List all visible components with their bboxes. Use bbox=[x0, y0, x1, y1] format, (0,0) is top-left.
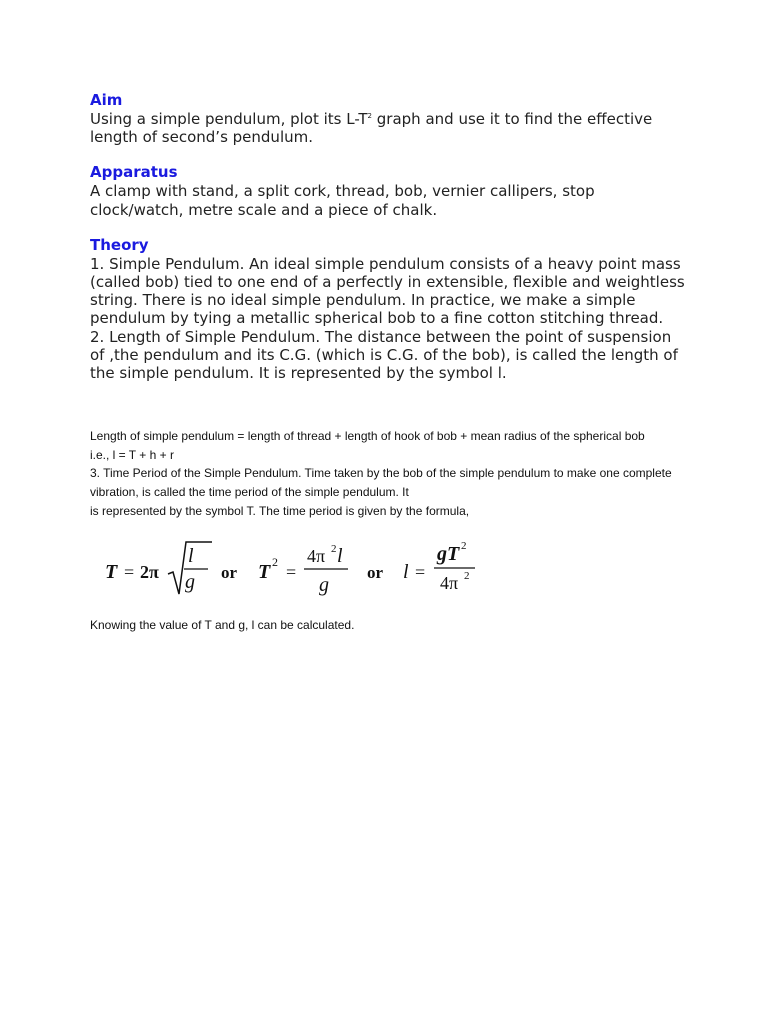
formula-eq1: = bbox=[124, 562, 135, 583]
formula-T1: T bbox=[105, 561, 118, 584]
formula-4pi: 4π bbox=[307, 546, 326, 567]
aim-heading: Aim bbox=[90, 91, 123, 109]
formula-l1: l bbox=[188, 545, 194, 568]
formula-l3: l bbox=[403, 561, 409, 584]
formula-sup-2b: 2 bbox=[331, 543, 337, 556]
time-period-definition: 3. Time Period of the Simple Pendulum. Time taken by the bob of the simple pendulum to make one complete vibration, is called the time period of the simple pendulum. It bbox=[90, 466, 672, 500]
conclusion-text: Knowing the value of T and g, l can be calculated. bbox=[90, 618, 355, 633]
formula-or2: or bbox=[367, 563, 384, 583]
length-equation: i.e., l = T + h + r bbox=[90, 447, 174, 462]
formula-sup-2a: 2 bbox=[272, 555, 278, 570]
formula-sup-2c: 2 bbox=[461, 540, 467, 553]
apparatus-section bbox=[90, 163, 690, 218]
formula-sup-2d: 2 bbox=[464, 570, 470, 583]
theory-heading: Theory bbox=[90, 235, 149, 254]
formula-T2: T bbox=[258, 561, 271, 584]
aim-section bbox=[90, 91, 690, 146]
formula-g1: g bbox=[185, 571, 195, 594]
aim-text: Using a simple pendulum, plot its $L-T^2$ graph and use it to find the effective length of second’s pendulum. bbox=[90, 110, 653, 147]
theory-paragraph-1: 1. Simple Pendulum. An ideal simple pendulum consists of a heavy point mass (called bob) tied to one end of a perfectly in extensible, flexible and weightless string. There is no ideal simple pendulum. In practice, we make a simple pendulum by tying a metallic spherical bob to a fine cotton stitching thread. bbox=[90, 254, 685, 328]
apparatus-heading: Apparatus bbox=[90, 163, 178, 182]
time-period-symbol: is represented by the symbol T. The time period is given by the formula, bbox=[90, 503, 470, 518]
formula-image bbox=[100, 536, 480, 600]
document-page bbox=[90, 91, 690, 635]
formula-gT: gT bbox=[437, 543, 460, 566]
formula-g2: g bbox=[319, 574, 329, 597]
formula-4pi-b: 4π bbox=[440, 573, 459, 594]
length-definition: Length of simple pendulum = length of thread + length of hook of bob + mean radius of the spherical bob bbox=[90, 429, 645, 444]
apparatus-text: A clamp with stand, a split cork, thread, bob, vernier callipers, stop clock/watch, metre scale and a piece of chalk. bbox=[90, 182, 595, 219]
formula-eq3: = bbox=[415, 562, 426, 583]
formula-eq2: = bbox=[286, 562, 297, 583]
formula-2pi: 2π bbox=[140, 562, 159, 583]
pendulum-formula bbox=[100, 536, 690, 604]
notes-section bbox=[90, 427, 690, 635]
formula-l2: l bbox=[337, 545, 343, 568]
theory-paragraph-2: 2. Length of Simple Pendulum. The distance between the point of suspension of ,the pendulum and its C.G. (which is C.G. of the bob), is called the length of the simple pendulum. It is represented by the symbol l. bbox=[90, 327, 678, 383]
theory-section bbox=[90, 236, 690, 382]
formula-or1: or bbox=[221, 563, 238, 583]
